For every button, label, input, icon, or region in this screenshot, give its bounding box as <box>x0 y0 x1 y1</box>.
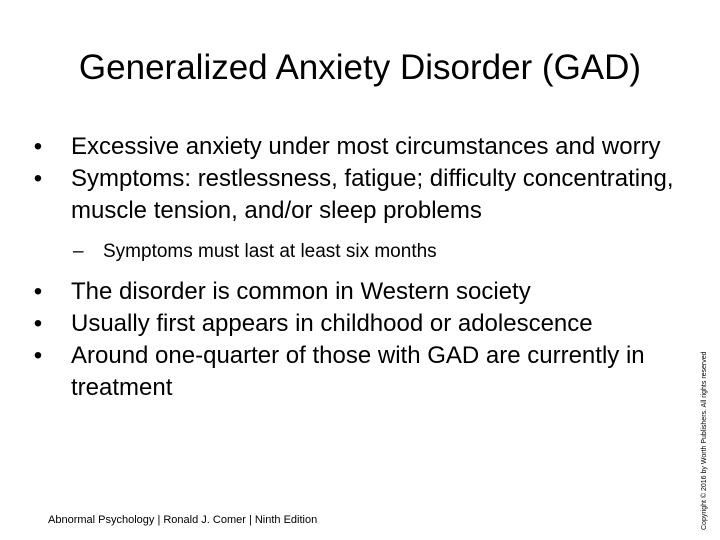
bullet-text: The disorder is common in Western society <box>71 278 531 305</box>
sub-bullet-marker: – <box>73 241 84 262</box>
bullet-item <box>28 340 680 404</box>
bullet-text: Around one-quarter of those with GAD are currently in treatment <box>71 342 645 401</box>
copyright-notice: Copyright © 2016 by Worth Publishers. All rights reserved <box>701 351 708 530</box>
bullet-item <box>28 276 680 308</box>
bullet-list <box>28 131 680 404</box>
slide-title: Generalized Anxiety Disorder (GAD) <box>78 48 642 87</box>
bullet-text: Usually first appears in childhood or adolescence <box>71 310 593 337</box>
bullet-text: Excessive anxiety under most circumstances and worry <box>71 133 661 160</box>
bullet-marker: • <box>33 310 43 337</box>
sub-bullet-text: Symptoms must last at least six months <box>103 241 437 262</box>
bullet-item <box>28 131 680 163</box>
bullet-marker: • <box>33 133 43 160</box>
bullet-item <box>28 308 680 340</box>
bullet-item <box>28 163 680 227</box>
sub-bullet-item <box>28 240 680 264</box>
bullet-text: Symptoms: restlessness, fatigue; difficulty concentrating, muscle tension, and/or sleep problems <box>71 165 674 224</box>
bullet-marker: • <box>33 165 43 192</box>
footer-citation: Abnormal Psychology | Ronald J. Comer | Ninth Edition <box>48 514 318 526</box>
bullet-marker: • <box>33 278 43 305</box>
bullet-marker: • <box>33 342 43 369</box>
